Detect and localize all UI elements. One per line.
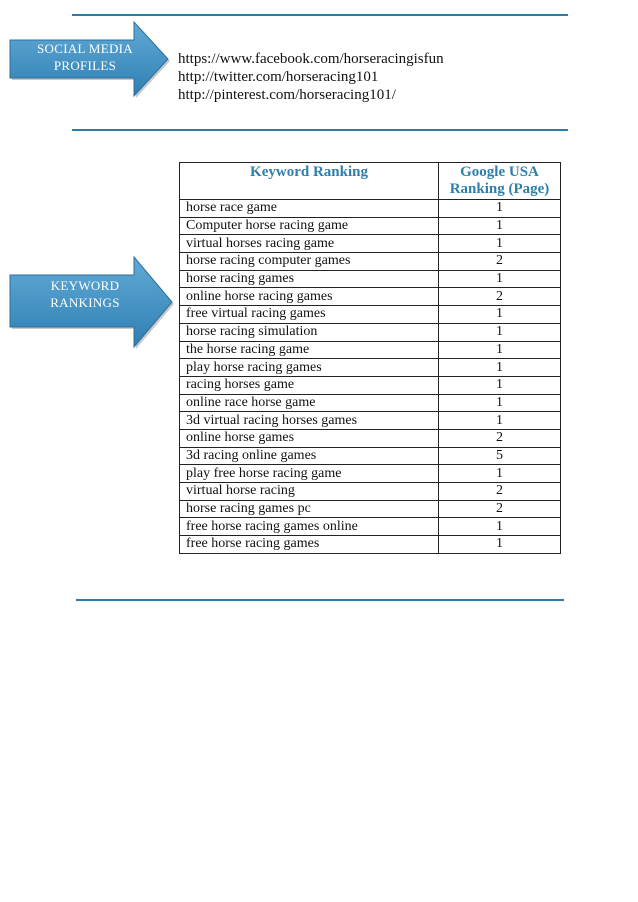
rank-cell: 1 bbox=[439, 394, 561, 412]
keyword-cell: virtual horse racing bbox=[180, 483, 439, 501]
table-row bbox=[180, 394, 561, 412]
keyword-ranking-table bbox=[179, 162, 561, 554]
keyword-rankings-arrow bbox=[6, 255, 176, 350]
keyword-cell: online horse racing games bbox=[180, 288, 439, 306]
keyword-label-line1: KEYWORD bbox=[50, 278, 120, 293]
table-row bbox=[180, 323, 561, 341]
keyword-cell: play horse racing games bbox=[180, 359, 439, 377]
table-row bbox=[180, 412, 561, 430]
table-row bbox=[180, 465, 561, 483]
rank-cell: 1 bbox=[439, 518, 561, 536]
social-label-line2: PROFILES bbox=[53, 58, 117, 73]
rank-cell: 1 bbox=[439, 306, 561, 324]
social-media-arrow bbox=[6, 20, 171, 98]
top-divider bbox=[72, 14, 568, 16]
keyword-cell: virtual horses racing game bbox=[180, 235, 439, 253]
rank-cell: 5 bbox=[439, 447, 561, 465]
table-row bbox=[180, 518, 561, 536]
table-row bbox=[180, 253, 561, 271]
keyword-cell: online horse games bbox=[180, 429, 439, 447]
rank-cell: 1 bbox=[439, 341, 561, 359]
social-label-line1: SOCIAL MEDIA bbox=[37, 41, 133, 56]
rank-cell: 1 bbox=[439, 412, 561, 430]
table-row bbox=[180, 270, 561, 288]
keyword-cell: the horse racing game bbox=[180, 341, 439, 359]
keyword-cell: online race horse game bbox=[180, 394, 439, 412]
table-row bbox=[180, 288, 561, 306]
table-row bbox=[180, 429, 561, 447]
keyword-cell: free horse racing games online bbox=[180, 518, 439, 536]
header-keyword: Keyword Ranking bbox=[180, 163, 439, 200]
twitter-link[interactable]: http://twitter.com/horseracing101 bbox=[178, 69, 379, 85]
keyword-cell: 3d virtual racing horses games bbox=[180, 412, 439, 430]
facebook-link[interactable]: https://www.facebook.com/horseracingisfun bbox=[178, 51, 444, 67]
keyword-cell: free horse racing games bbox=[180, 536, 439, 554]
rank-cell: 1 bbox=[439, 235, 561, 253]
rank-cell: 2 bbox=[439, 483, 561, 501]
table-row bbox=[180, 306, 561, 324]
keyword-label-line2: RANKINGS bbox=[50, 295, 120, 310]
table-header-row bbox=[180, 163, 561, 200]
table-row bbox=[180, 200, 561, 218]
table-row bbox=[180, 483, 561, 501]
keyword-cell: play free horse racing game bbox=[180, 465, 439, 483]
keyword-cell: horse racing simulation bbox=[180, 323, 439, 341]
table-row bbox=[180, 536, 561, 554]
keyword-cell: horse racing games pc bbox=[180, 500, 439, 518]
middle-divider bbox=[72, 129, 568, 131]
keyword-cell: horse racing games bbox=[180, 270, 439, 288]
keyword-cell: horse racing computer games bbox=[180, 253, 439, 271]
rank-cell: 2 bbox=[439, 429, 561, 447]
header-rank: Google USA Ranking (Page) bbox=[439, 163, 561, 200]
bottom-divider bbox=[76, 599, 564, 601]
table-row bbox=[180, 341, 561, 359]
table-row bbox=[180, 235, 561, 253]
rank-cell: 1 bbox=[439, 536, 561, 554]
rank-cell: 2 bbox=[439, 288, 561, 306]
rank-cell: 2 bbox=[439, 253, 561, 271]
pinterest-link[interactable]: http://pinterest.com/horseracing101/ bbox=[178, 87, 396, 103]
rank-cell: 1 bbox=[439, 217, 561, 235]
rank-cell: 2 bbox=[439, 500, 561, 518]
table-body bbox=[180, 200, 561, 554]
rank-cell: 1 bbox=[439, 359, 561, 377]
keyword-cell: 3d racing online games bbox=[180, 447, 439, 465]
rank-cell: 1 bbox=[439, 323, 561, 341]
table-row bbox=[180, 376, 561, 394]
keyword-cell: racing horses game bbox=[180, 376, 439, 394]
social-links bbox=[178, 50, 444, 104]
keyword-cell: Computer horse racing game bbox=[180, 217, 439, 235]
table-row bbox=[180, 217, 561, 235]
table-row bbox=[180, 359, 561, 377]
keyword-cell: horse race game bbox=[180, 200, 439, 218]
table-row bbox=[180, 500, 561, 518]
table-row bbox=[180, 447, 561, 465]
rank-cell: 1 bbox=[439, 465, 561, 483]
rank-cell: 1 bbox=[439, 270, 561, 288]
rank-cell: 1 bbox=[439, 200, 561, 218]
rank-cell: 1 bbox=[439, 376, 561, 394]
keyword-cell: free virtual racing games bbox=[180, 306, 439, 324]
